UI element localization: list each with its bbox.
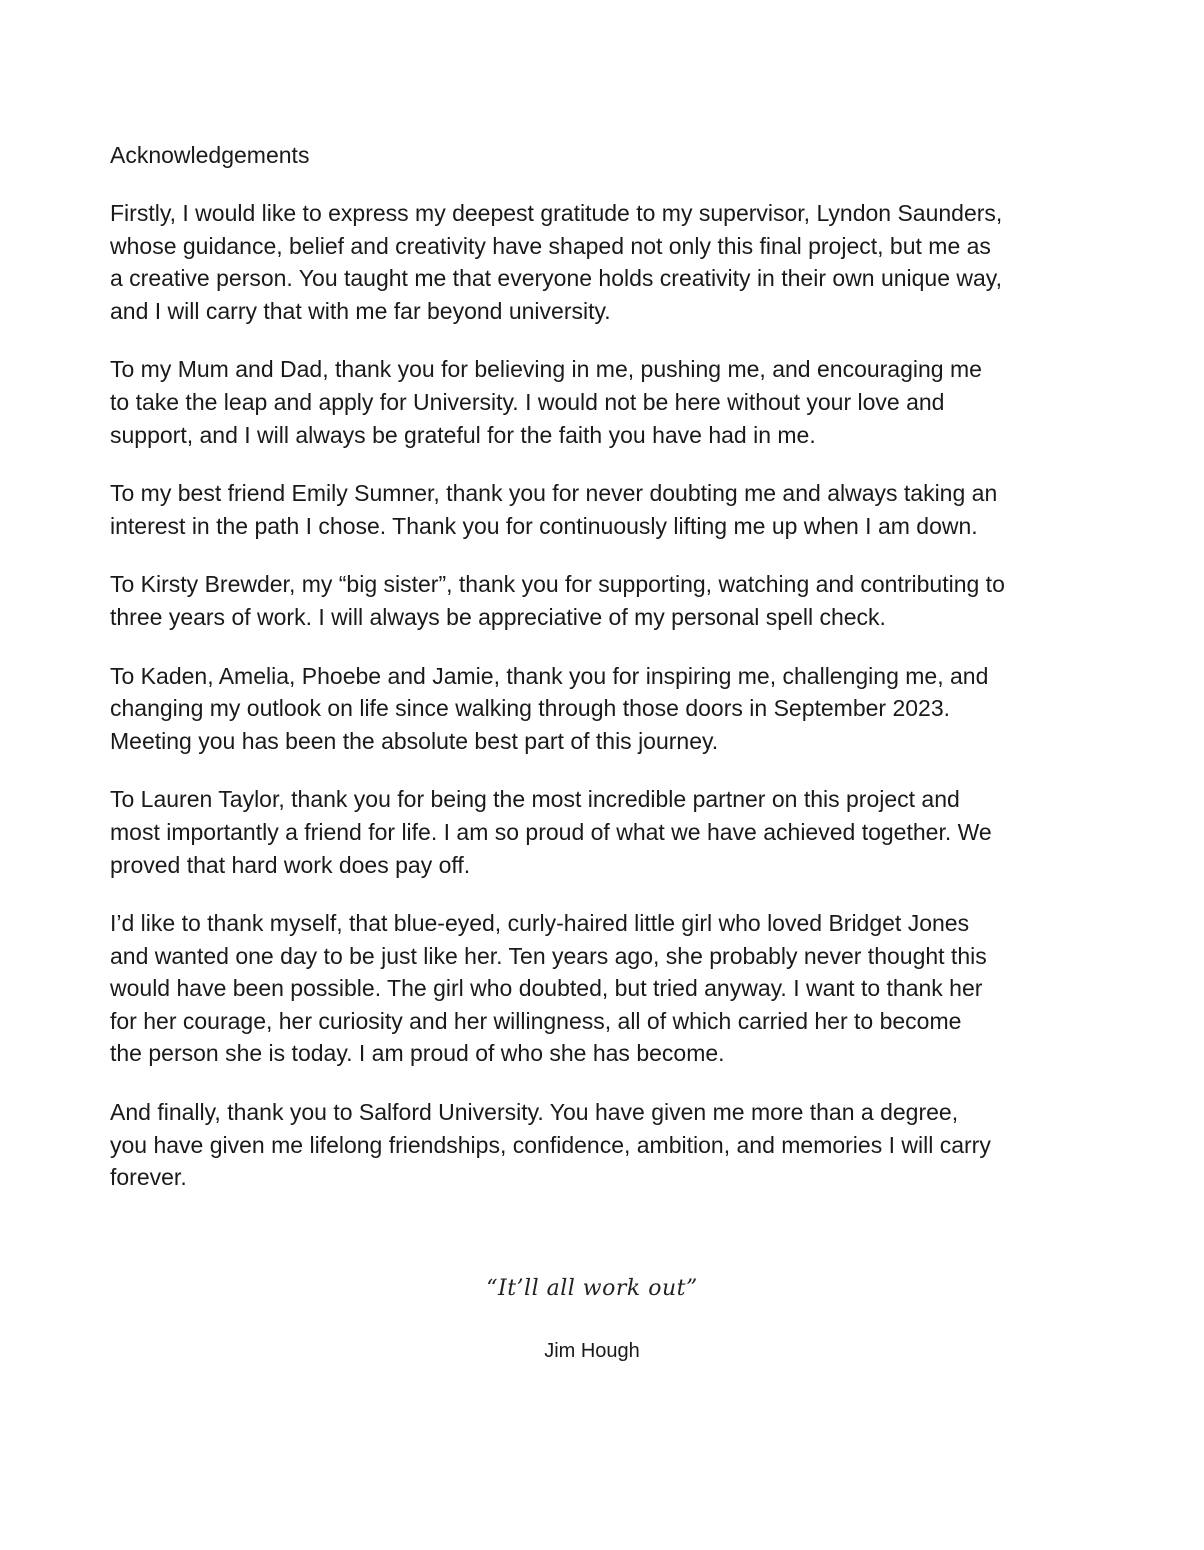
- paragraph-line: forever.: [110, 1164, 187, 1191]
- paragraph-line: Meeting you has been the absolute best part of this journey.: [110, 727, 719, 754]
- paragraph-line: support, and I will always be grateful for the faith you have had in me.: [110, 421, 816, 448]
- paragraph-line: I’d like to thank myself, that blue-eyed, curly-haired little girl who loved Bridget Jones: [110, 910, 970, 937]
- paragraph-line: three years of work. I will always be appreciative of my personal spell check.: [110, 603, 886, 630]
- closing-quote: “It’ll all work out”: [486, 1276, 698, 1301]
- paragraph-line: for her courage, her curiosity and her willingness, all of which carried her to become: [110, 1007, 962, 1034]
- paragraph-line: the person she is today. I am proud of who she has become.: [110, 1040, 725, 1067]
- paragraph-line: To Kaden, Amelia, Phoebe and Jamie, thank you for inspiring me, challenging me, and: [110, 662, 989, 689]
- paragraph-project-partner: [110, 783, 1080, 881]
- paragraph-line: proved that hard work does pay off.: [110, 851, 471, 878]
- paragraph-line: to take the leap and apply for University. I would not be here without your love and: [110, 388, 945, 415]
- paragraph-line: To my best friend Emily Sumner, thank you for never doubting me and always taking an: [110, 480, 998, 507]
- paragraph-university: [110, 1096, 1080, 1194]
- paragraph-line: most importantly a friend for life. I am so proud of what we have achieved together. We: [110, 818, 992, 845]
- paragraph-line: To Kirsty Brewder, my “big sister”, thank you for supporting, watching and contributing to: [110, 571, 1005, 598]
- paragraph-line: a creative person. You taught me that everyone holds creativity in their own unique way,: [110, 265, 1002, 292]
- paragraph-self: [110, 907, 1080, 1070]
- signature-name: Jim Hough: [544, 1340, 640, 1362]
- paragraph-parents: [110, 353, 1080, 451]
- paragraph-line: and wanted one day to be just like her. Ten years ago, she probably never thought this: [110, 942, 987, 969]
- paragraph-best-friend: [110, 477, 1080, 542]
- page-title: Acknowledgements: [110, 142, 310, 168]
- paragraph-line: Firstly, I would like to express my deepest gratitude to my supervisor, Lyndon Saunders,: [110, 200, 1003, 226]
- paragraph-line: To Lauren Taylor, thank you for being the most incredible partner on this project and: [110, 786, 960, 813]
- paragraph-line: would have been possible. The girl who doubted, but tried anyway. I want to thank her: [110, 975, 983, 1002]
- paragraph-line: And finally, thank you to Salford University. You have given me more than a degree,: [110, 1099, 959, 1126]
- acknowledgements-body: [110, 197, 1080, 1220]
- paragraph-classmates: [110, 660, 1080, 758]
- paragraph-supervisor: [110, 197, 1080, 327]
- paragraph-line: To my Mum and Dad, thank you for believing in me, pushing me, and encouraging me: [110, 356, 982, 383]
- paragraph-line: whose guidance, belief and creativity have shaped not only this final project, but me as: [110, 232, 991, 259]
- paragraph-line: changing my outlook on life since walking through those doors in September 2023.: [110, 695, 951, 722]
- paragraph-line: interest in the path I chose. Thank you for continuously lifting me up when I am down.: [110, 512, 978, 539]
- paragraph-line: and I will carry that with me far beyond university.: [110, 297, 611, 324]
- paragraph-big-sister: [110, 568, 1080, 633]
- paragraph-line: you have given me lifelong friendships, confidence, ambition, and memories I will carry: [110, 1131, 991, 1158]
